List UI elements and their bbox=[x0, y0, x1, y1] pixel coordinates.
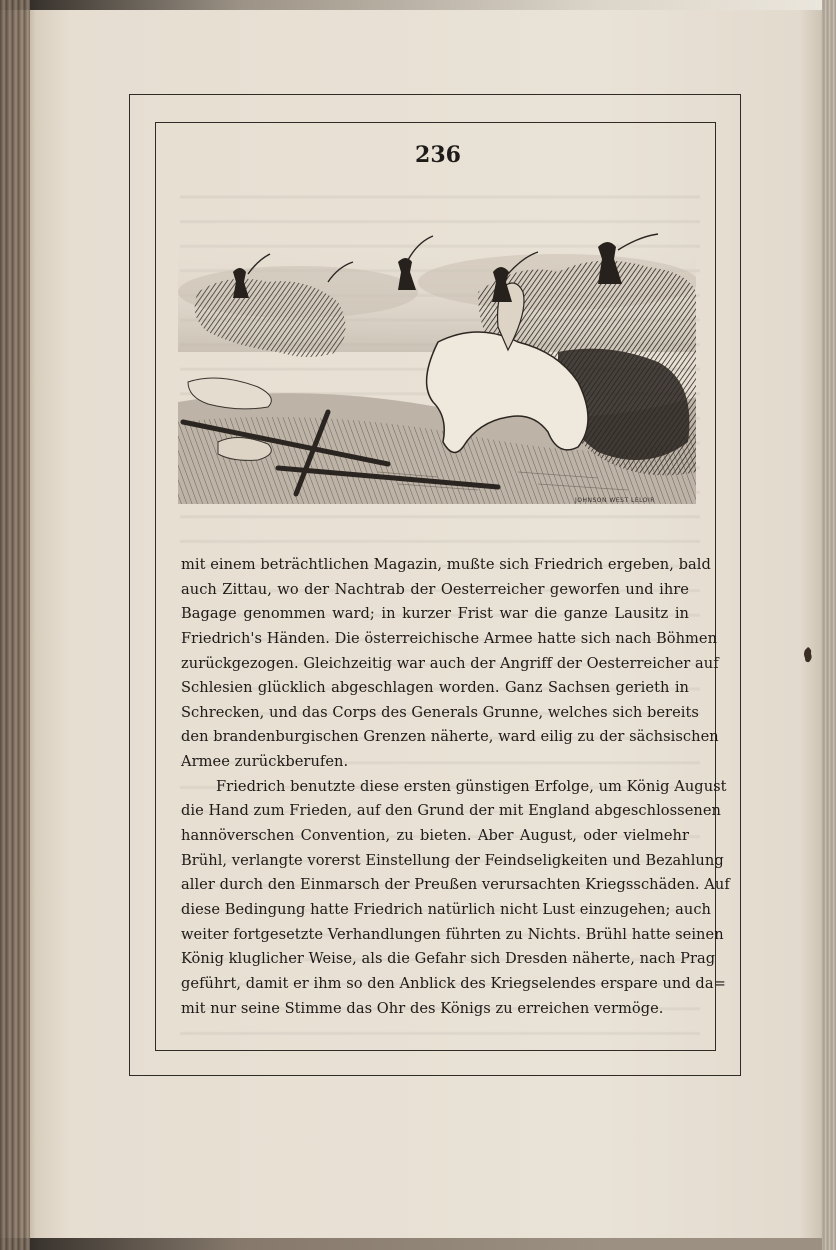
page-edges bbox=[822, 0, 836, 1250]
text-line: mit nur seine Stimme das Ohr des Königs zu erreichen vermöge. bbox=[181, 999, 664, 1017]
ink-stain bbox=[802, 646, 814, 664]
text-line: Friedrich's Händen. Die österreichische Armee hatte sich nach Böhmen bbox=[181, 629, 718, 647]
text-line: aller durch den Einmarsch der Preußen verursachten Kriegsschäden. Auf bbox=[181, 876, 730, 894]
scan-top-edge bbox=[0, 0, 836, 10]
engraver-signature: JOHNSON WEST LELOIR bbox=[575, 497, 655, 504]
text-line: auch Zittau, wo der Nachtrab der Oesterreicher geworfen und ihre bbox=[181, 580, 689, 598]
text-line: diese Bedingung hatte Friedrich natürlich nicht Lust einzugehen; auch bbox=[181, 900, 711, 918]
text-line: Friedrich benutzte diese ersten günstigen Erfolge, um König August bbox=[216, 777, 727, 795]
text-line: Brühl, verlangte vorerst Einstellung der Feindseligkeiten und Bezahlung bbox=[181, 851, 724, 869]
body-text bbox=[181, 553, 730, 1021]
text-line: Schrecken, und das Corps des Generals Grunne, welches sich bereits bbox=[181, 703, 699, 721]
text-line: weiter fortgesetzte Verhandlungen führten zu Nichts. Brühl hatte seinen bbox=[181, 925, 724, 943]
text-line: den brandenburgischen Grenzen näherte, ward eilig zu der sächsischen bbox=[181, 728, 719, 746]
battle-illustration bbox=[178, 232, 696, 504]
text-line: Armee zurückberufen. bbox=[181, 753, 349, 771]
book-spine bbox=[0, 0, 30, 1250]
page-number: 236 bbox=[415, 142, 461, 168]
text-line: Schlesien glücklich abgeschlagen worden. Ganz Sachsen gerieth in bbox=[181, 679, 689, 697]
text-line: König kluglicher Weise, als die Gefahr sich Dresden näherte, nach Prag bbox=[181, 950, 716, 968]
text-line: hannöverschen Convention, zu bieten. Aber August, oder vielmehr bbox=[181, 827, 689, 845]
text-line: zurückgezogen. Gleichzeitig war auch der Angriff der Oesterreicher auf bbox=[181, 654, 719, 672]
text-line: geführt, damit er ihm so den Anblick des Kriegselendes erspare und da= bbox=[181, 974, 726, 992]
text-line: die Hand zum Frieden, auf den Grund der mit England abgeschlossenen bbox=[181, 802, 721, 820]
scan-bottom-edge bbox=[0, 1238, 836, 1250]
text-line: Bagage genommen ward; in kurzer Frist war die ganze Lausitz in bbox=[181, 605, 689, 623]
text-line: mit einem beträchtlichen Magazin, mußte sich Friedrich ergeben, bald bbox=[181, 556, 711, 573]
